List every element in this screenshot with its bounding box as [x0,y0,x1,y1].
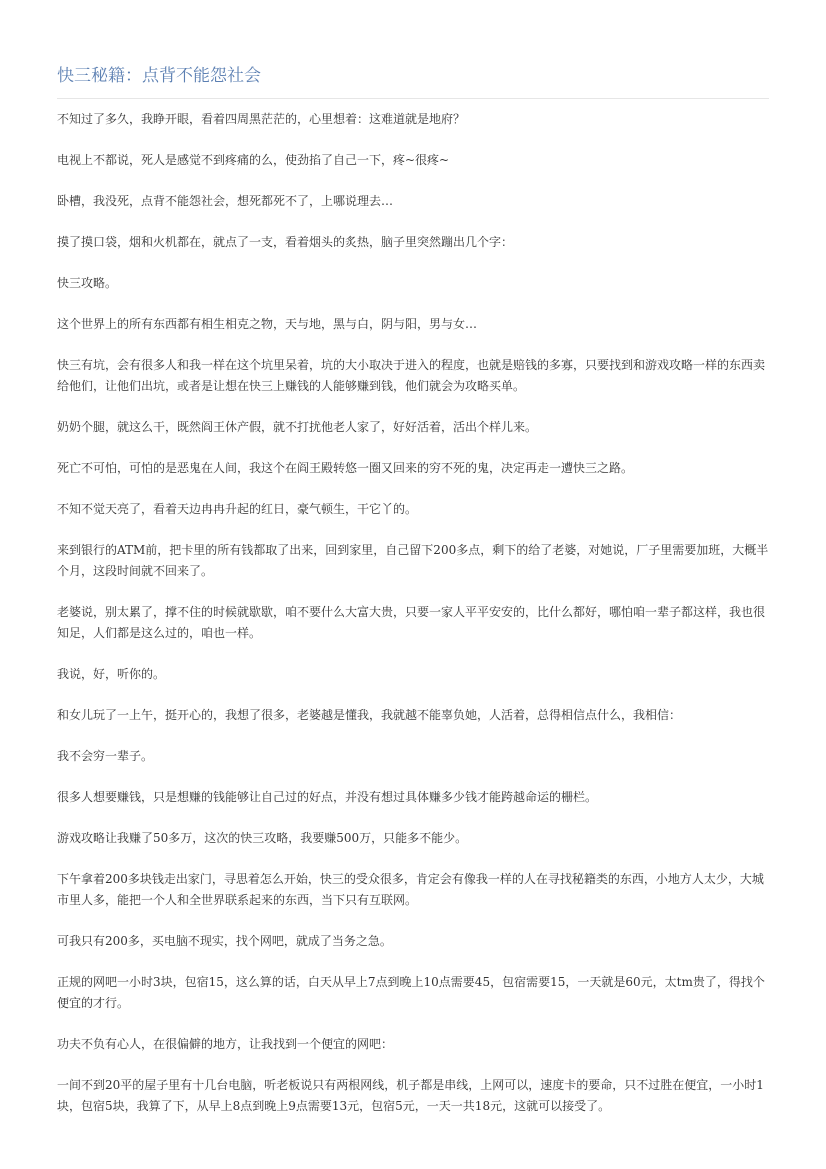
paragraph: 不知不觉天亮了，看着天边冉冉升起的红日，豪气顿生，干它丫的。 [57,502,418,516]
paragraph: 功夫不负有心人，在很偏僻的地方，让我找到一个便宜的网吧： [57,1037,394,1051]
paragraph: 我说，好，听你的。 [57,667,166,681]
paragraph: 我不会穷一辈子。 [57,749,154,763]
paragraph: 来到银行的ATM前，把卡里的所有钱都取了出来，回到家里，自己留下200多点，剩下的给了老婆，对她说，厂子里需要加班，大概半个月，这段时间就不回来了。 [57,543,769,578]
paragraph: 可我只有200多，买电脑不现实，找个网吧，就成了当务之急。 [57,934,392,948]
article-title: 快三秘籍：点背不能怨社会 [57,66,261,86]
paragraph: 不知过了多久，我睁开眼，看着四周黑茫茫的，心里想着：这难道就是地府？ [57,112,466,126]
title-divider [57,98,769,99]
article [57,0,769,1137]
paragraph: 奶奶个腿，就这么干，既然阎王休产假，就不打扰他老人家了，好好活着，活出个样儿来。 [57,420,538,434]
paragraph: 和女儿玩了一上午，挺开心的，我想了很多，老婆越是懂我，我就越不能辜负她，人活着，总得相信点什么，我相信： [57,708,682,722]
paragraph: 下午拿着200多块钱走出家门，寻思着怎么开始，快三的受众很多，肯定会有像我一样的人在寻找秘籍类的东西，小地方人太少，大城市里人多，能把一个人和全世界联系起来的东西，当下只有互联网。 [57,872,764,907]
paragraph: 很多人想要赚钱，只是想赚的钱能够让自己过的好点，并没有想过具体赚多少钱才能跨越命运的栅栏。 [57,790,598,804]
paragraph: 死亡不可怕，可怕的是恶鬼在人间，我这个在阎王殿转悠一圈又回来的穷不死的鬼，决定再走一遭快三之路。 [57,461,634,475]
paragraph: 老婆说，别太累了，撑不住的时候就歇歇，咱不要什么大富大贵，只要一家人平平安安的，比什么都好，哪怕咱一辈子都这样，我也很知足，人们都是这么过的，咱也一样。 [57,605,766,640]
paragraph: 这个世界上的所有东西都有相生相克之物，天与地，黑与白，阴与阳，男与女… [57,317,478,331]
paragraph: 一间不到20平的屋子里有十几台电脑，听老板说只有两根网线，机子都是串线，上网可以，速度卡的要命，只不过胜在便宜，一小时1块，包宿5块，我算了下，从早上8点到晚上9点需要13元，包宿5元，一天一共18元，这就可以接受了。 [57,1078,764,1113]
paragraph: 摸了摸口袋，烟和火机都在，就点了一支，看着烟头的炙热，脑子里突然蹦出几个字： [57,235,514,249]
paragraph: 快三攻略。 [57,276,118,290]
paragraph: 快三有坑，会有很多人和我一样在这个坑里呆着，坑的大小取决于进入的程度，也就是赔钱的多寡，只要找到和游戏攻略一样的东西卖给他们，让他们出坑，或者是让想在快三上赚钱的人能够赚到钱，他们就会为攻略买单。 [57,358,766,393]
paragraph: 电视上不都说，死人是感觉不到疼痛的么，使劲掐了自己一下，疼~很疼~ [57,153,450,167]
paragraph: 正规的网吧一小时3块，包宿15，这么算的话，白天从早上7点到晚上10点需要45，包宿需要15，一天就是60元，太tm贵了，得找个便宜的才行。 [57,975,765,1010]
paragraph: 游戏攻略让我赚了50多万，这次的快三攻略，我要赚500万，只能多不能少。 [57,831,468,845]
paragraph: 卧槽，我没死，点背不能怨社会，想死都死不了，上哪说理去… [57,194,394,208]
article-body [57,109,769,1117]
